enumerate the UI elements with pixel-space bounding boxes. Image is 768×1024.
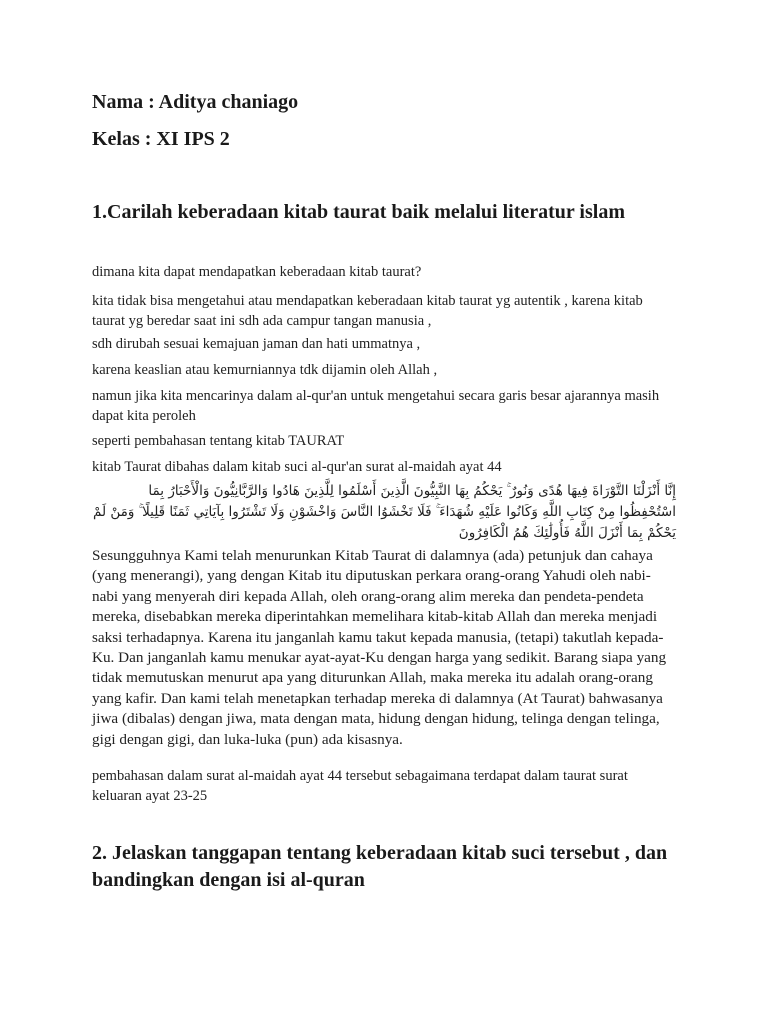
student-name: Nama : Aditya chaniago	[92, 91, 299, 113]
q1-paragraph-4: karena keaslian atau kemurniannya tdk dijamin oleh Allah ,	[92, 362, 438, 378]
q1-paragraph-6: seperti pembahasan tentang kitab TAURAT	[92, 433, 345, 449]
student-class: Kelas : XI IPS 2	[92, 128, 230, 150]
q1-paragraph-1: dimana kita dapat mendapatkan keberadaan kitab taurat?	[92, 264, 422, 280]
verse-translation: Sesungguhnya Kami telah menurunkan Kitab Taurat di dalamnya (ada) petunjuk dan cahaya (yang menerangi), yang dengan Kitab itu diputuskan perkara orang-orang Yahudi oleh nabi-nabi yang menyerah diri kepada Allah, oleh orang-orang alim mereka dan pendeta-pendeta mereka, disebabkan mereka diperintahkan memelihara kitab-kitab Allah dan mereka menjadi saksi terhadapnya. Karena itu janganlah kamu takut kepada manusia, (tetapi) takutlah kepada-Ku. Dan janganlah kamu menukar ayat-ayat-Ku dengan harga yang sedikit. Barang siapa yang tidak memutuskan menurut apa yang diturunkan Allah, maka mereka itu adalah orang-orang yang kafir. Dan kami telah menetapkan terhadap mereka di dalamnya (At Taurat) bahwasanya jiwa (dibalas) dengan jiwa, mata dengan mata, hidung dengan hidung, telinga dengan telinga, gigi dengan gigi, dan luka-luka (pun) ada kisasnya.	[92, 547, 667, 748]
q1-paragraph-3: sdh dirubah sesuai kemajuan jaman dan hati ummatnya ,	[92, 336, 421, 352]
q1-paragraph-7: kitab Taurat dibahas dalam kitab suci al-qur'an surat al-maidah ayat 44	[92, 459, 502, 475]
question-2-title: 2. Jelaskan tanggapan tentang keberadaan kitab suci tersebut , dan bandingkan dengan isi al-quran	[92, 842, 668, 891]
question-1-title: 1.Carilah keberadaan kitab taurat baik melalui literatur islam	[92, 201, 625, 223]
q1-paragraph-5: namun jika kita mencarinya dalam al-qur'an untuk mengetahui secara garis besar ajarannya masih dapat kita peroleh	[92, 388, 660, 424]
q1-closing-paragraph: pembahasan dalam surat al-maidah ayat 44 tersebut sebagaimana terdapat dalam taurat surat keluaran ayat 23-25	[92, 768, 628, 804]
q1-paragraph-2: kita tidak bisa mengetahui atau mendapatkan keberadaan kitab taurat yg autentik , karena kitab taurat yg beredar saat ini sdh ada campur tangan manusia ,	[92, 293, 643, 329]
arabic-verse-al-maidah-44: إِنَّا أَنْزَلْنَا التَّوْرَاةَ فِيهَا هُدًى وَنُورٌ ۚ يَحْكُمُ بِهَا النَّبِيُّونَ الَّذِينَ أَسْلَمُوا لِلَّذِينَ هَادُوا وَالرَّبَّانِيُّونَ وَالْأَحْبَارُ بِمَا اسْتُحْفِظُوا مِنْ كِتَابِ اللَّهِ وَكَانُوا عَلَيْهِ شُهَدَاءَ ۚ فَلَا تَخْشَوُا النَّاسَ وَاخْشَوْنِ وَلَا تَشْتَرُوا بِآيَاتِي ثَمَنًا قَلِيلًا ۚ وَمَنْ لَمْ يَحْكُمْ بِمَا أَنْزَلَ اللَّهُ فَأُولَٰئِكَ هُمُ الْكَافِرُونَ	[93, 483, 676, 541]
